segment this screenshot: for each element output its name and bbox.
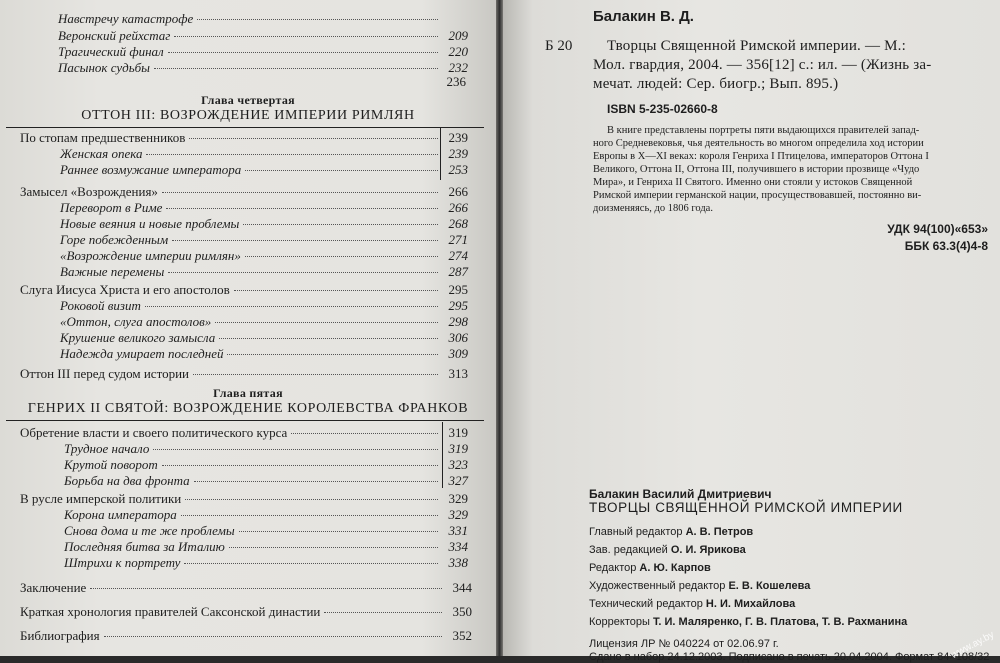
toc-item: Горе побежденным 271 (60, 232, 468, 247)
toc-item: Пасынок судьбы 232 (58, 60, 468, 75)
toc-item: Штрихи к портрету 338 (64, 555, 468, 570)
credit-line: Корректоры Т. И. Маляренко, Г. В. Платова, Т. В. Рахманина (589, 616, 908, 628)
toc-section: Заключение 344 (20, 580, 472, 595)
chapter-title: ОТТОН III: ВОЗРОЖДЕНИЕ ИМПЕРИИ РИМЛЯН (81, 108, 415, 123)
annotation-line: доизменяясь, до 1806 года. (593, 203, 713, 214)
toc-item: Трудное начало 319 (64, 441, 468, 456)
toc-item: Женская опека 239 (60, 146, 468, 161)
book-title: ТВОРЦЫ СВЯЩЕННОЙ РИМСКОЙ ИМПЕРИИ (589, 500, 903, 515)
bib-description-line: Мол. гвардия, 2004. — 356[12] с.: ил. — (Жизнь за- (593, 57, 932, 73)
watermark: www.ay.by (949, 629, 996, 662)
chapter-label: Глава пятая (213, 386, 283, 400)
toc-section: Краткая хронология правителей Саксонской династии 350 (20, 604, 472, 619)
classification-code: Б 20 (545, 38, 573, 54)
isbn: ISBN 5-235-02660-8 (607, 102, 718, 116)
toc-item: Борьба на два фронта 327 (64, 473, 468, 488)
annotation-line: Римской империи германской нации, просуществовавшей, постоянно ви- (593, 190, 922, 201)
author-heading: Балакин В. Д. (593, 8, 694, 25)
toc-section: Библиография 352 (20, 628, 472, 643)
toc-page-number: 236 (446, 74, 466, 89)
full-author-name: Балакин Василий Дмитриевич (589, 487, 772, 501)
toc-item: Новые веяния и новые проблемы 268 (60, 216, 468, 231)
toc-item: Крутой поворот 323 (64, 457, 468, 472)
toc-section: Слуга Иисуса Христа и его апостолов 295 (20, 282, 468, 297)
toc-section: По стопам предшественников 239 (20, 130, 468, 145)
annotation-line: Европы в X—XI веках: короля Генриха I Птицелова, императоров Оттона I (593, 151, 929, 162)
toc-item: Веронский рейхстаг 209 (58, 28, 468, 43)
divider (6, 420, 484, 421)
credit-line: Технический редактор Н. И. Михайлова (589, 598, 796, 610)
annotation-line: Великого, Оттона II, Оттона III, получившего в истории прозвище «Чудо (593, 164, 920, 175)
credit-line: Художественный редактор Е. В. Кошелева (589, 580, 811, 592)
divider (442, 422, 443, 488)
toc-item: Последняя битва за Италию 334 (64, 539, 468, 554)
chapter-title: ГЕНРИХ II СВЯТОЙ: ВОЗРОЖДЕНИЕ КОРОЛЕВСТВА ФРАНКОВ (27, 401, 469, 416)
bbk-code: ББК 63.3(4)4-8 (904, 239, 988, 253)
toc-section: В русле имперской политики 329 (20, 491, 468, 506)
toc-item: Надежда умирает последней 309 (60, 346, 468, 361)
toc-item: Переворот в Риме 266 (60, 200, 468, 215)
license-line: Лицензия ЛР № 040224 от 02.06.97 г. (589, 638, 779, 650)
toc-section: Замысел «Возрождения» 266 (20, 184, 468, 199)
toc-item: Роковой визит 295 (60, 298, 468, 313)
toc-item: Навстречу катастрофе (58, 11, 468, 27)
right-page-imprint (503, 0, 1000, 663)
print-info-line: Сдано в набор 24.12.2003. Подписано в печать 20.04.2004. Формат 84×108/32 (589, 651, 990, 663)
annotation-line: Мира», и Генриха II Святого. Именно они стояли у истоков Священной (593, 177, 913, 188)
toc-item: Раннее возмужание императора 253 (60, 162, 468, 177)
chapter-label: Глава четвертая (201, 93, 295, 107)
credit-line: Зав. редакцией О. И. Ярикова (589, 544, 746, 556)
annotation-line: ного Средневековья, чья деятельность во многом определила ход истории (593, 138, 924, 149)
toc-item: «Оттон, слуга апостолов» 298 (60, 314, 468, 329)
toc-item: «Возрождение империи римлян» 274 (60, 248, 468, 263)
toc-section: Оттон III перед судом истории 313 (20, 366, 468, 381)
bib-description-line: Творцы Священной Римской империи. — М.: (607, 38, 906, 54)
toc-item: Снова дома и те же проблемы 331 (64, 523, 468, 538)
toc-item: Крушение великого замысла 306 (60, 330, 468, 345)
credit-line: Главный редактор А. В. Петров (589, 526, 754, 538)
toc-section: Обретение власти и своего политического курса 319 (20, 425, 468, 440)
divider (440, 128, 441, 180)
bib-description-line: мечат. людей: Сер. биогр.; Вып. 895.) (593, 76, 839, 92)
left-page-contents (0, 0, 496, 656)
annotation-line: В книге представлены портреты пяти выдающихся правителей запад- (607, 125, 920, 136)
toc-item: Корона императора 329 (64, 507, 468, 522)
toc-item: Трагический финал 220 (58, 44, 468, 59)
divider (6, 127, 484, 128)
udk-code: УДК 94(100)«653» (887, 222, 988, 236)
book-gutter (496, 0, 503, 656)
toc-item: Важные перемены 287 (60, 264, 468, 279)
credit-line: Редактор А. Ю. Карпов (589, 562, 711, 574)
